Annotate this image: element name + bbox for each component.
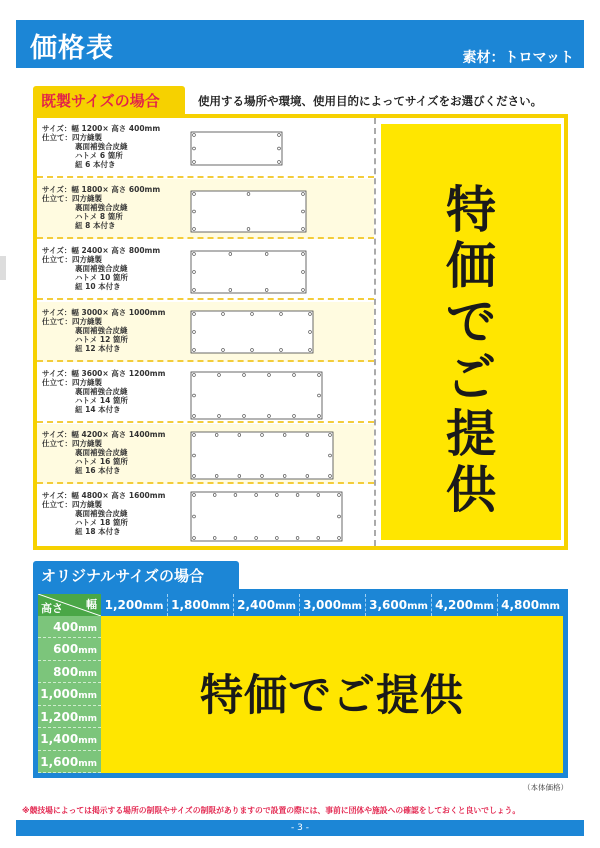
grommet-icon [317, 494, 320, 497]
banner-char: で [446, 293, 496, 351]
finish-detail: 裏面補強合皮縫 [75, 325, 128, 335]
grommet-icon [255, 494, 258, 497]
height-value: 600 [53, 642, 79, 657]
height-axis-label: 高さ [41, 602, 63, 615]
grommet-icon [193, 331, 196, 334]
finish-detail: 紐 18 本付き [75, 527, 121, 537]
page-edge-mark [0, 256, 6, 280]
size-spec [42, 430, 165, 475]
width-value: 2,400 [237, 598, 276, 612]
grommet-icon [193, 161, 196, 164]
grommet-icon [296, 494, 299, 497]
finish-label: 仕立て：四方縫製 [42, 500, 102, 510]
size-dimensions: サイズ：幅 3600× 高さ 1200mm [42, 368, 166, 378]
grommet-icon [278, 134, 281, 137]
size-dimensions: サイズ：幅 4200× 高さ 1400mm [42, 430, 166, 439]
size-list [37, 118, 374, 546]
grommet-icon [213, 537, 216, 540]
original-size-table [33, 589, 568, 778]
unit-label: mm [473, 601, 494, 612]
special-price-text: 特価でご提供 [200, 671, 464, 721]
width-value: 3,600 [369, 598, 408, 612]
page-footer [16, 820, 584, 836]
unit-label: mm [341, 601, 362, 612]
unit-label: mm [78, 736, 97, 747]
section1-description: 使用する場所や環境、使用目的によってサイズをお選びください。 [198, 94, 543, 108]
grommet-icon [213, 494, 216, 497]
grommet-icon [193, 193, 196, 196]
grommet-icon [193, 494, 196, 497]
grommet-icon [215, 434, 218, 437]
banner-illustration [190, 431, 336, 482]
grommet-icon [306, 475, 309, 478]
finish-detail: 裏面補強合皮縫 [75, 264, 128, 274]
grommet-icon [302, 210, 305, 213]
grommet-icon [193, 454, 196, 457]
grommet-icon [329, 475, 332, 478]
grommet-icon [238, 434, 241, 437]
grommet-icon [229, 253, 232, 256]
grommet-icon [193, 134, 196, 137]
grommet-icon [280, 313, 283, 316]
row-separator [37, 482, 374, 484]
page-number: - 3 - [291, 823, 309, 833]
grommet-icon [278, 161, 281, 164]
finish-label: 仕立て：四方縫製 [42, 316, 102, 326]
grommet-icon [193, 515, 196, 518]
width-column-header [431, 594, 497, 616]
grommet-icon [247, 228, 250, 231]
grommet-icon [306, 434, 309, 437]
grommet-icon [243, 374, 246, 377]
height-value: 800 [53, 664, 79, 679]
grommet-icon [317, 537, 320, 540]
grommet-icon [318, 374, 321, 377]
unit-label: mm [78, 646, 97, 657]
grommet-icon [261, 475, 264, 478]
width-value: 3,000 [303, 598, 342, 612]
height-row-header [38, 638, 101, 660]
grommet-icon [218, 415, 221, 418]
finish-detail: 紐 14 本付き [75, 404, 121, 414]
size-spec [42, 491, 165, 536]
grommet-icon [338, 515, 341, 518]
width-value: 4,200 [435, 598, 474, 612]
special-price-vertical-text [381, 182, 561, 518]
size-dimensions: サイズ：幅 2400× 高さ 800mm [42, 246, 161, 256]
grommet-icon [293, 374, 296, 377]
grommet-icon [193, 349, 196, 352]
grommet-icon [278, 147, 281, 150]
width-column-header [233, 594, 299, 616]
grommet-icon [261, 434, 264, 437]
finish-detail: 裏面補強合皮縫 [75, 386, 128, 396]
finish-detail: 裏面補強合皮縫 [75, 203, 128, 213]
grommet-icon [329, 434, 332, 437]
finish-label: 仕立て：四方縫製 [42, 133, 102, 142]
grommet-icon [302, 253, 305, 256]
row-separator [37, 360, 374, 362]
grommet-icon [302, 228, 305, 231]
grommet-icon [193, 537, 196, 540]
height-row-header [38, 706, 101, 728]
width-value: 1,800 [171, 598, 210, 612]
grommet-icon [275, 494, 278, 497]
finish-detail: ハトメ 12 箇所 [75, 334, 128, 344]
unit-label: mm [275, 601, 296, 612]
width-value: 1,200 [104, 598, 143, 612]
column-divider [374, 118, 376, 546]
grommet-icon [251, 313, 254, 316]
grommet-icon [265, 253, 268, 256]
grommet-icon [193, 147, 196, 150]
grommet-icon [280, 349, 283, 352]
grommet-icon [283, 475, 286, 478]
finish-detail: 裏面補強合皮縫 [75, 448, 128, 457]
unit-label: mm [78, 668, 97, 679]
unit-label: mm [78, 691, 97, 702]
page-header [16, 20, 584, 68]
row-separator [37, 298, 374, 300]
grommet-icon [218, 374, 221, 377]
grommet-icon [283, 434, 286, 437]
grommet-icon [302, 193, 305, 196]
banner-char: 特 [446, 181, 496, 239]
width-value: 4,800 [501, 598, 540, 612]
grommet-icon [193, 289, 196, 292]
grommet-icon [247, 193, 250, 196]
width-axis-label: 幅 [86, 598, 97, 611]
grommet-icon [222, 349, 225, 352]
width-column-header [365, 594, 431, 616]
section2-title: オリジナルサイズの場合 [41, 567, 205, 585]
grommet-icon [243, 415, 246, 418]
finish-detail: ハトメ 16 箇所 [75, 457, 128, 466]
grommet-icon [318, 415, 321, 418]
grommet-icon [222, 313, 225, 316]
grommet-icon [268, 374, 271, 377]
section1-tab [33, 86, 185, 114]
grommet-icon [302, 289, 305, 292]
price-grid-area [101, 616, 563, 773]
grommet-icon [193, 271, 196, 274]
height-row-header [38, 661, 101, 683]
grommet-icon [193, 210, 196, 213]
size-row [37, 363, 374, 423]
grommet-icon [309, 349, 312, 352]
unit-label: mm [78, 758, 97, 769]
banner-illustration [190, 371, 325, 422]
page-title: 価格表 [30, 33, 114, 64]
size-row [37, 424, 374, 484]
grommet-icon [193, 394, 196, 397]
grommet-icon [338, 537, 341, 540]
row-separator [37, 421, 374, 423]
finish-detail: ハトメ 14 箇所 [75, 395, 128, 405]
size-row [37, 118, 374, 178]
grommet-icon [193, 415, 196, 418]
row-separator [37, 176, 374, 178]
section1-title: 既製サイズの場合 [41, 92, 160, 110]
finish-detail: ハトメ 6 箇所 [75, 151, 123, 160]
grommet-icon [296, 537, 299, 540]
grommet-icon [193, 434, 196, 437]
grommet-icon [309, 331, 312, 334]
size-spec [42, 369, 165, 414]
finish-detail: 紐 8 本付き [75, 221, 116, 231]
finish-detail: ハトメ 18 箇所 [75, 518, 128, 528]
height-value: 1,400 [40, 732, 79, 747]
finish-detail: 裏面補強合皮縫 [75, 509, 128, 519]
height-row-header [38, 683, 101, 705]
grommet-icon [302, 271, 305, 274]
height-row-header [38, 616, 101, 638]
grommet-icon [234, 537, 237, 540]
grommet-icon [329, 454, 332, 457]
grommet-icon [238, 475, 241, 478]
size-dimensions: サイズ：幅 3000× 高さ 1000mm [42, 307, 166, 317]
grommet-icon [193, 374, 196, 377]
finish-label: 仕立て：四方縫製 [42, 377, 102, 387]
grommet-icon [229, 289, 232, 292]
section2-tab [33, 561, 239, 589]
unit-label: mm [209, 601, 230, 612]
grommet-icon [268, 415, 271, 418]
banner-illustration [190, 131, 285, 168]
finish-label: 仕立て：四方縫製 [42, 194, 102, 204]
finish-label: 仕立て：四方縫製 [42, 255, 102, 265]
size-dimensions: サイズ：幅 1800× 高さ 600mm [42, 185, 161, 195]
size-row [37, 179, 374, 239]
grommet-icon [193, 313, 196, 316]
unit-label: mm [539, 601, 560, 612]
banner-illustration [190, 250, 309, 296]
size-row [37, 240, 374, 300]
height-row-header [38, 751, 101, 773]
footnote: ※競技場によっては掲示する場所の制限やサイズの制限がありますので設置の際には、事前に団体や施設への確認をしておくと良いでしょう。 [22, 806, 521, 815]
finish-label: 仕立て：四方縫製 [42, 439, 102, 448]
width-column-header [167, 594, 233, 616]
grommet-icon [193, 253, 196, 256]
finish-detail: 紐 6 本付き [75, 160, 116, 169]
grommet-icon [215, 475, 218, 478]
banner-char: 価 [446, 237, 496, 295]
finish-detail: ハトメ 10 箇所 [75, 273, 128, 283]
height-value: 400 [53, 620, 79, 634]
height-value: 1,200 [40, 709, 79, 724]
height-value: 1,000 [40, 687, 79, 702]
grommet-icon [318, 394, 321, 397]
banner-illustration [190, 491, 345, 544]
unit-label: mm [142, 601, 164, 612]
banner-illustration [190, 190, 309, 235]
grommet-icon [293, 415, 296, 418]
finish-detail: ハトメ 8 箇所 [75, 212, 123, 222]
size-row [37, 302, 374, 362]
grommet-icon [193, 475, 196, 478]
size-dimensions: サイズ：幅 1200× 高さ 400mm [42, 124, 161, 133]
unit-label: mm [78, 713, 97, 724]
height-row-header [38, 728, 101, 750]
banner-char: ご [446, 349, 496, 407]
unit-label: mm [78, 624, 97, 634]
grommet-icon [309, 313, 312, 316]
special-price-banner [381, 124, 561, 540]
size-spec [42, 185, 160, 230]
width-column-header [299, 594, 365, 616]
height-value: 1,600 [40, 754, 79, 769]
size-spec [42, 308, 165, 353]
banner-char: 供 [446, 461, 496, 519]
ready-made-size-panel [33, 114, 568, 550]
grommet-icon [255, 537, 258, 540]
finish-detail: 紐 12 本付き [75, 343, 121, 353]
finish-detail: 紐 10 本付き [75, 282, 121, 292]
row-separator [37, 237, 374, 239]
table-corner-header [38, 594, 101, 616]
grommet-icon [234, 494, 237, 497]
grommet-icon [251, 349, 254, 352]
width-column-header [101, 594, 167, 616]
grommet-icon [193, 228, 196, 231]
size-spec [42, 246, 160, 291]
unit-label: mm [407, 601, 428, 612]
size-row [37, 485, 374, 545]
finish-detail: 裏面補強合皮縫 [75, 142, 128, 151]
size-dimensions: サイズ：幅 4800× 高さ 1600mm [42, 491, 166, 501]
grommet-icon [275, 537, 278, 540]
size-spec [42, 124, 160, 169]
finish-detail: 紐 16 本付き [75, 466, 121, 475]
grommet-icon [338, 494, 341, 497]
price-note: （本体価格） [523, 783, 568, 792]
width-column-header [497, 594, 563, 616]
material-label: 素材：トロマット [462, 50, 574, 66]
banner-char: 提 [446, 405, 496, 463]
grommet-icon [265, 289, 268, 292]
banner-illustration [190, 310, 316, 356]
